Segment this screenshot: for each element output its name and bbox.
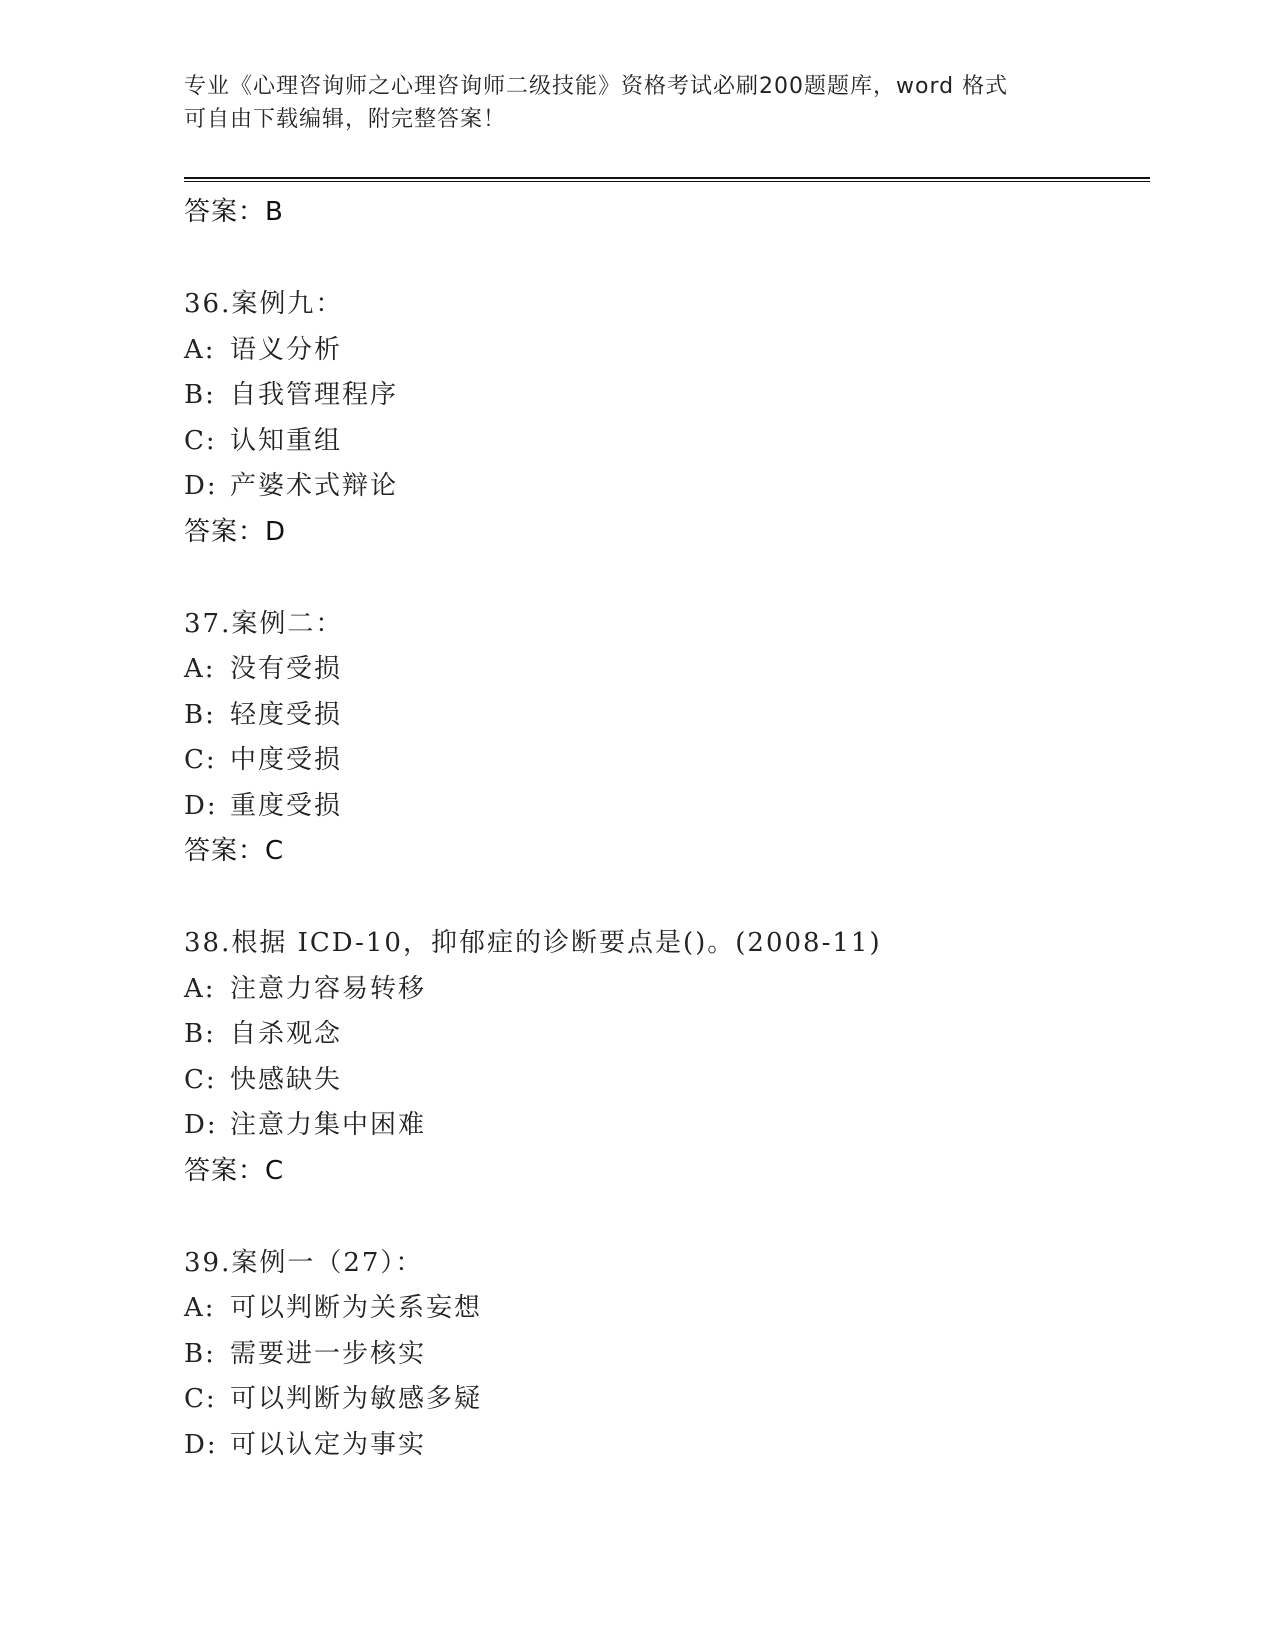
question-list — [184, 190, 1164, 1468]
option-b — [184, 1012, 1164, 1058]
question-title: 38.根据 ICD-10，抑郁症的诊断要点是()。(2008-11) — [184, 928, 882, 958]
question-item — [184, 921, 1164, 1193]
option-letter: B: — [184, 699, 216, 730]
option-letter: A: — [184, 973, 216, 1004]
option-text: 语义分析 — [230, 334, 343, 365]
option-d — [184, 784, 1164, 830]
option-letter: D: — [184, 1110, 218, 1140]
option-text: 重度受损 — [230, 790, 343, 821]
header-divider-thin — [184, 181, 1150, 182]
option-text: 产婆术式辩论 — [230, 471, 399, 501]
document-header — [184, 70, 1084, 136]
option-d — [184, 1423, 1164, 1469]
option-text: 可以判断为关系妄想 — [230, 1293, 483, 1323]
option-a — [184, 1286, 1164, 1332]
previous-answer: 答案：B — [184, 197, 284, 227]
option-text: 自杀观念 — [230, 1019, 343, 1049]
option-text: 需要进一步核实 — [230, 1338, 427, 1369]
option-letter: D: — [184, 790, 218, 821]
question-title: 36.案例九： — [184, 289, 344, 319]
option-text: 注意力集中困难 — [230, 1110, 427, 1140]
answer-line: 答案：C — [184, 836, 285, 866]
question-item — [184, 1241, 1164, 1469]
option-text: 轻度受损 — [230, 699, 343, 730]
option-letter: D: — [184, 471, 218, 501]
option-text: 认知重组 — [230, 425, 343, 456]
option-letter: C: — [184, 425, 217, 456]
question-item — [184, 602, 1164, 874]
option-c — [184, 738, 1164, 784]
option-text: 可以认定为事实 — [230, 1429, 427, 1460]
option-text: 自我管理程序 — [230, 380, 399, 410]
option-d — [184, 464, 1164, 510]
option-letter: B: — [184, 1019, 216, 1049]
option-d — [184, 1103, 1164, 1149]
question-title: 37.案例二： — [184, 608, 344, 639]
option-letter: A: — [184, 654, 216, 684]
option-letter: C: — [184, 1384, 217, 1414]
option-text: 可以判断为敏感多疑 — [230, 1384, 483, 1414]
header-divider-thick — [184, 177, 1150, 179]
option-letter: C: — [184, 745, 217, 775]
option-letter: A: — [184, 1293, 216, 1323]
answer-line: 答案：C — [184, 1155, 285, 1186]
option-b — [184, 373, 1164, 419]
option-a — [184, 328, 1164, 374]
option-c — [184, 1377, 1164, 1423]
option-letter: A: — [184, 334, 216, 365]
option-a — [184, 967, 1164, 1013]
question-title: 39.案例一（27）： — [184, 1247, 424, 1278]
option-text: 注意力容易转移 — [230, 973, 427, 1004]
option-letter: B: — [184, 380, 216, 410]
header-line-2: 可自由下载编辑，附完整答案！ — [184, 107, 507, 132]
option-text: 中度受损 — [230, 745, 343, 775]
option-text: 快感缺失 — [230, 1064, 343, 1095]
header-line-1: 专业《心理咨询师之心理咨询师二级技能》资格考试必刷200题题库，word 格式 — [184, 74, 1009, 99]
option-letter: C: — [184, 1064, 217, 1095]
question-item — [184, 282, 1164, 554]
option-c — [184, 419, 1164, 465]
option-a — [184, 647, 1164, 693]
answer-line: 答案：D — [184, 516, 287, 547]
option-text: 没有受损 — [230, 654, 343, 684]
option-letter: B: — [184, 1338, 216, 1369]
option-b — [184, 1332, 1164, 1378]
option-letter: D: — [184, 1429, 218, 1460]
option-b — [184, 693, 1164, 739]
option-c — [184, 1058, 1164, 1104]
